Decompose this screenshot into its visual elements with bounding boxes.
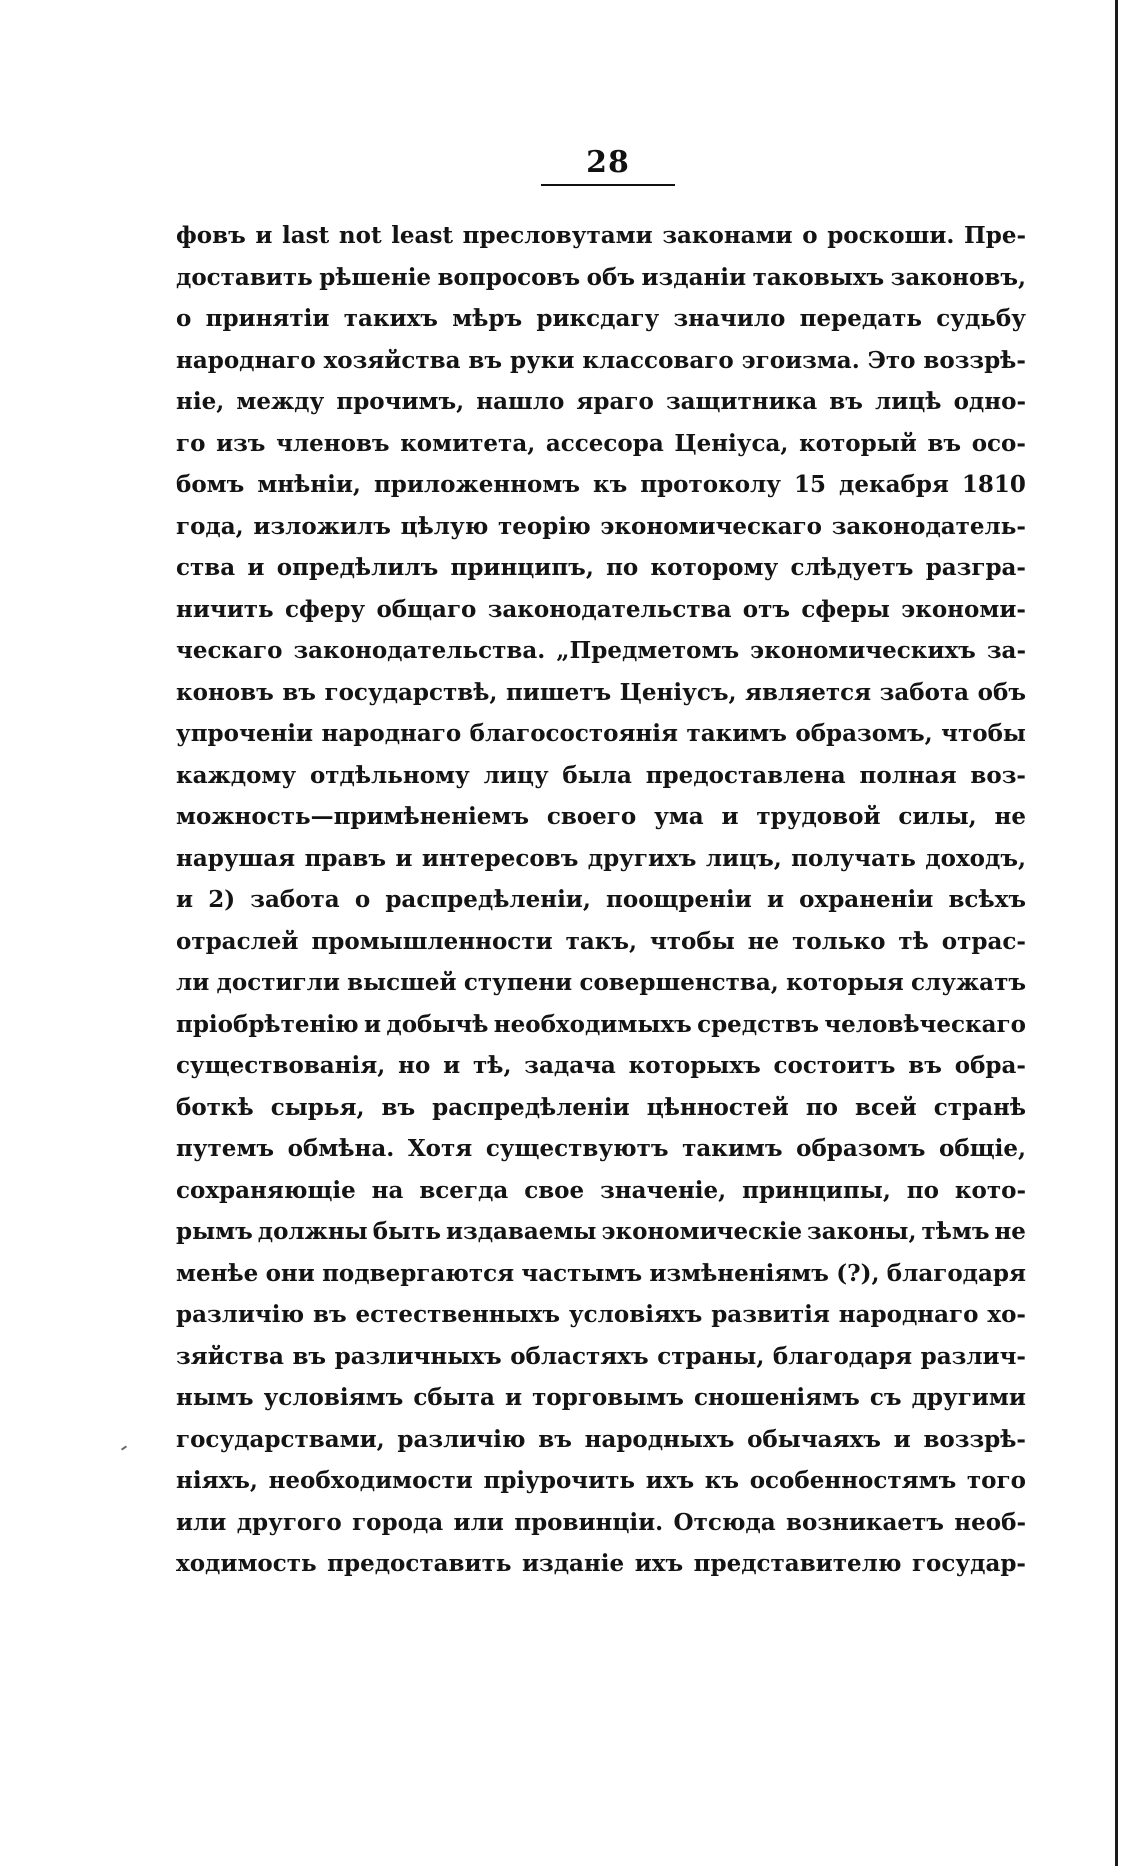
text-word: государствами,: [176, 1425, 385, 1453]
text-word: и: [504, 1384, 523, 1411]
text-word: not: [338, 222, 382, 249]
text-word: прочимъ,: [336, 388, 465, 415]
text-word: тѣ,: [473, 1052, 512, 1079]
text-word: необ-: [954, 1508, 1026, 1536]
text-word: ихъ: [645, 1467, 695, 1494]
text-word: въ: [313, 1301, 347, 1328]
text-word: руки: [509, 346, 575, 374]
text-word: интересовъ: [421, 844, 579, 872]
text-word: не: [747, 927, 780, 955]
text-word: народнаго: [838, 1301, 979, 1328]
text-word: эгоизма.: [741, 346, 860, 374]
text-word: средствъ: [697, 1010, 820, 1038]
text-word: къ: [704, 1467, 740, 1494]
text-word: таковыхъ: [752, 263, 885, 291]
text-word: принципы,: [742, 1176, 891, 1204]
text-word: цѣнностей: [646, 1093, 789, 1121]
text-word: воз-: [970, 761, 1026, 789]
text-word: изъ: [216, 429, 266, 457]
text-word: изданіе: [521, 1550, 625, 1577]
text-word: принятіи: [205, 305, 330, 332]
text-word: обмѣна.: [287, 1135, 395, 1162]
text-word: сбыта: [413, 1384, 495, 1411]
text-word: сношеніямъ: [694, 1384, 860, 1411]
text-word: по: [805, 1093, 839, 1121]
text-word: и: [443, 1052, 461, 1079]
text-word: нымъ: [176, 1384, 254, 1411]
text-word: можность—примѣненіемъ: [176, 803, 530, 830]
text-line: [176, 879, 1026, 921]
text-word: тѣмъ: [921, 1218, 990, 1245]
text-word: защитника: [665, 388, 818, 415]
text-word: образомъ: [796, 1135, 926, 1162]
text-word: законовъ,: [890, 263, 1026, 291]
text-word: Пре-: [964, 222, 1026, 249]
text-word: быть: [372, 1218, 441, 1245]
text-word: чтобы: [941, 720, 1026, 747]
text-word: человѣческаго: [824, 1010, 1026, 1038]
text-word: зяйства: [176, 1342, 284, 1370]
text-word: состоитъ: [773, 1052, 896, 1079]
text-word: такихъ: [343, 305, 438, 332]
text-word: принципъ,: [450, 554, 594, 581]
text-word: законодатель-: [831, 512, 1026, 540]
text-word: предоставлена: [645, 761, 846, 789]
text-line: [176, 962, 1026, 1004]
text-word: получать: [791, 844, 916, 872]
text-word: въ: [292, 1342, 327, 1370]
text-word: сырья,: [270, 1093, 365, 1121]
text-word: предоставить: [327, 1550, 512, 1577]
text-word: передать: [799, 305, 922, 332]
text-word: нарушая: [176, 844, 296, 872]
text-word: ходимость: [176, 1550, 317, 1577]
text-word: пресловутами: [462, 222, 653, 249]
text-line: [176, 755, 1026, 797]
text-word: „Предметомъ: [556, 637, 740, 664]
text-word: законодательства.: [293, 637, 546, 664]
text-line: [176, 1502, 1026, 1544]
text-word: слѣдуетъ: [790, 554, 914, 581]
text-word: лицѣ: [875, 388, 942, 415]
text-word: задача: [524, 1052, 616, 1079]
text-word: 2): [208, 886, 236, 913]
text-word: доходъ,: [925, 844, 1026, 872]
text-line: [176, 1377, 1026, 1419]
text-line: [176, 547, 1026, 589]
text-word: членовъ: [276, 429, 390, 457]
text-word: совершенства,: [579, 969, 779, 996]
text-word: народнаго: [321, 720, 462, 747]
text-word: свое: [524, 1176, 585, 1204]
text-line: [176, 1253, 1026, 1295]
text-word: мѣръ: [452, 305, 523, 332]
text-word: года,: [176, 512, 244, 540]
text-word: воззрѣ-: [923, 346, 1026, 374]
text-word: Ценіуса,: [674, 429, 789, 457]
text-line: [176, 1087, 1026, 1129]
text-word: и: [893, 1425, 911, 1453]
text-word: и: [255, 222, 273, 249]
text-word: о: [802, 222, 818, 249]
text-word: объ: [977, 678, 1026, 706]
text-word: по: [906, 1176, 939, 1204]
text-word: сферы: [801, 595, 890, 623]
text-word: поощреніи: [606, 886, 752, 913]
text-word: менѣе: [176, 1259, 259, 1287]
text-word: по: [606, 554, 639, 581]
text-word: которому: [650, 554, 779, 581]
text-word: упроченіи: [176, 720, 314, 747]
text-line: [176, 381, 1026, 423]
text-word: роскоши.: [827, 222, 955, 249]
text-word: декабря: [839, 471, 949, 498]
text-word: торговымъ: [532, 1384, 684, 1411]
text-word: частымъ: [521, 1259, 643, 1287]
text-word: сферу: [284, 595, 366, 623]
text-word: классоваго: [582, 346, 734, 374]
text-word: и: [363, 1010, 382, 1038]
text-word: фовъ: [176, 222, 246, 249]
text-word: мнѣніи,: [257, 471, 361, 498]
text-word: издаваемы: [445, 1218, 597, 1245]
text-word: одно-: [953, 388, 1026, 415]
text-word: въ: [538, 1425, 572, 1453]
text-word: риксдагу: [536, 305, 660, 332]
text-word: другого: [236, 1508, 342, 1536]
text-word: въ: [381, 1093, 416, 1121]
text-word: законодательства: [487, 595, 732, 623]
text-word: отрас-: [941, 927, 1026, 955]
text-word: рымъ: [176, 1218, 253, 1245]
text-word: рѣшеніе: [319, 263, 432, 291]
text-word: промышленности: [311, 927, 553, 955]
text-word: лицъ,: [705, 844, 782, 872]
text-line: [176, 257, 1026, 299]
text-word: разгра-: [925, 554, 1026, 581]
text-word: съ: [869, 1384, 902, 1411]
text-word: ческаго: [176, 637, 283, 664]
text-word: (?),: [836, 1259, 880, 1287]
text-word: въ: [908, 1052, 942, 1079]
text-word: забота: [250, 886, 340, 913]
text-word: least: [391, 222, 454, 249]
text-word: распредѣленіи,: [385, 886, 591, 913]
text-word: такимъ: [686, 720, 787, 747]
text-word: пишетъ: [505, 678, 612, 706]
text-word: существованія,: [176, 1052, 386, 1079]
text-word: провинціи.: [514, 1508, 664, 1536]
text-word: служатъ: [911, 969, 1026, 996]
text-word: Ценіусъ,: [619, 678, 737, 706]
text-word: ли: [176, 969, 210, 996]
text-word: доставить: [176, 263, 313, 291]
text-word: другихъ: [587, 844, 697, 872]
text-word: ассесора: [545, 429, 664, 457]
text-word: ихъ: [634, 1550, 684, 1577]
text-word: объ: [586, 263, 635, 291]
text-word: представителю: [693, 1550, 902, 1577]
text-word: экономическихъ: [750, 637, 976, 664]
text-word: между: [236, 388, 325, 415]
text-word: измѣненіямъ: [649, 1259, 829, 1287]
text-word: въ: [282, 678, 316, 706]
text-line: [176, 1170, 1026, 1212]
text-word: всегда: [419, 1176, 509, 1204]
text-line: [176, 630, 1026, 672]
text-word: законами: [662, 222, 793, 249]
text-word: естественныхъ: [355, 1301, 561, 1328]
text-word: сохраняющіе: [176, 1176, 356, 1204]
text-word: тѣ: [898, 927, 929, 955]
text-word: отдѣльному: [309, 761, 470, 789]
text-word: которыхъ: [628, 1052, 761, 1079]
text-word: всей: [855, 1093, 917, 1121]
text-word: опредѣлилъ: [276, 554, 439, 581]
text-word: судьбу: [936, 305, 1026, 332]
text-word: лицу: [483, 761, 549, 789]
text-line: [176, 1004, 1026, 1046]
text-word: народныхъ: [584, 1425, 735, 1453]
text-word: такъ,: [565, 927, 637, 955]
text-word: экономи-: [901, 595, 1026, 623]
text-word: народнаго: [176, 346, 316, 374]
page-edge-line: [1115, 0, 1118, 1866]
text-word: охраненіи: [799, 886, 934, 913]
text-line: [176, 1294, 1026, 1336]
text-word: каждому: [176, 761, 297, 789]
text-word: комитета,: [400, 429, 536, 457]
text-word: своего: [546, 803, 637, 830]
text-word: на: [371, 1176, 404, 1204]
body-text: [176, 215, 1026, 1585]
text-word: изложилъ: [253, 512, 391, 540]
text-word: хозяйства: [323, 346, 461, 374]
text-word: значило: [673, 305, 786, 332]
text-word: last: [282, 222, 330, 249]
text-word: пріобрѣтенію: [176, 1010, 359, 1038]
page-number: 28: [586, 145, 630, 180]
text-word: ніяхъ,: [176, 1467, 258, 1494]
text-word: который: [799, 429, 917, 457]
text-line: [176, 921, 1026, 963]
text-word: къ: [592, 471, 628, 498]
text-word: осо-: [971, 429, 1026, 457]
text-word: чтобы: [649, 927, 735, 955]
text-line: [176, 1045, 1026, 1087]
text-word: о: [176, 305, 192, 332]
text-word: государ-: [911, 1550, 1026, 1577]
text-line: [176, 796, 1026, 838]
text-word: протоколу: [640, 471, 781, 498]
text-word: забота: [879, 678, 970, 706]
text-word: экономическаго: [600, 512, 822, 540]
text-word: и: [721, 803, 739, 830]
text-word: законы,: [807, 1218, 917, 1245]
text-word: 1810: [961, 471, 1026, 498]
text-word: страны,: [657, 1342, 765, 1370]
page-number-rule: [541, 184, 675, 186]
text-word: ступени: [463, 969, 573, 996]
text-line: [176, 672, 1026, 714]
text-line: [176, 464, 1026, 506]
text-word: и: [176, 886, 194, 913]
text-word: только: [792, 927, 886, 955]
text-word: странѣ: [933, 1093, 1026, 1121]
text-word: и: [766, 886, 784, 913]
text-line: [176, 1336, 1026, 1378]
text-line: [176, 838, 1026, 880]
text-word: ніе,: [176, 388, 225, 415]
text-word: отъ: [742, 595, 791, 623]
text-word: различ-: [920, 1342, 1026, 1370]
text-word: воззрѣ-: [923, 1425, 1026, 1453]
text-word: трудовой: [756, 803, 881, 830]
text-word: ничить: [176, 595, 274, 623]
text-word: или: [176, 1508, 227, 1536]
text-word: въ: [927, 429, 962, 457]
text-word: пріурочить: [483, 1467, 636, 1494]
text-word: высшей: [347, 969, 457, 996]
text-word: правъ: [304, 844, 387, 872]
text-word: экономическіе: [601, 1218, 803, 1245]
text-word: того: [966, 1467, 1026, 1494]
text-word: всѣхъ: [948, 886, 1026, 913]
text-word: изданіи: [641, 263, 747, 291]
text-line: [176, 215, 1026, 257]
text-word: благодаря: [886, 1259, 1026, 1287]
text-word: другими: [911, 1384, 1026, 1411]
text-word: достигли: [216, 969, 340, 996]
text-word: необходимыхъ: [493, 1010, 692, 1038]
text-word: общіе,: [939, 1135, 1026, 1162]
text-word: особенностямъ: [749, 1467, 957, 1494]
text-word: нашло: [476, 388, 565, 415]
text-word: образомъ,: [795, 720, 933, 747]
text-word: не: [994, 1218, 1026, 1245]
text-word: въ: [468, 346, 503, 374]
text-word: и: [247, 554, 265, 581]
text-word: 15: [793, 471, 826, 498]
text-word: не: [994, 803, 1026, 830]
text-word: силы,: [898, 803, 977, 830]
text-word: такимъ: [682, 1135, 783, 1162]
text-word: отраслей: [176, 927, 299, 955]
text-word: существуютъ: [485, 1135, 669, 1162]
text-line: [176, 506, 1026, 548]
text-word: но: [398, 1052, 431, 1079]
text-word: теорію: [498, 512, 591, 540]
text-line: [176, 1543, 1026, 1585]
text-line: [176, 423, 1026, 465]
text-word: необходимости: [268, 1467, 473, 1494]
text-word: возникаетъ: [786, 1508, 944, 1536]
text-word: развитія: [711, 1301, 830, 1328]
text-word: боткѣ: [176, 1093, 254, 1121]
text-word: бомъ: [176, 471, 245, 498]
text-line: [176, 1128, 1026, 1170]
text-word: путемъ: [176, 1135, 275, 1162]
text-word: или: [453, 1508, 504, 1536]
text-line: [176, 1460, 1026, 1502]
text-word: общаго: [376, 595, 477, 623]
text-word: обычаяхъ: [747, 1425, 881, 1453]
text-word: коновъ: [176, 678, 274, 706]
text-word: условіяхъ: [568, 1301, 703, 1328]
text-word: различію: [176, 1301, 305, 1328]
text-word: распредѣленіи: [432, 1093, 630, 1121]
text-line: [176, 1419, 1026, 1461]
text-word: значеніе,: [600, 1176, 727, 1204]
text-word: обра-: [954, 1052, 1026, 1079]
text-word: различію: [397, 1425, 526, 1453]
text-word: различныхъ: [334, 1342, 502, 1370]
text-word: въ: [829, 388, 863, 415]
text-word: Отсюда: [673, 1508, 776, 1536]
text-word: должны: [257, 1218, 368, 1245]
text-word: Хотя: [407, 1135, 473, 1162]
text-line: [176, 713, 1026, 755]
text-word: условіямъ: [263, 1384, 404, 1411]
text-word: благодаря: [772, 1342, 913, 1370]
text-line: [176, 298, 1026, 340]
text-word: кото-: [954, 1176, 1026, 1204]
text-word: цѣлую: [400, 512, 489, 540]
text-word: Это: [867, 346, 916, 374]
text-line: [176, 340, 1026, 382]
text-line: [176, 589, 1026, 631]
text-word: областяхъ: [510, 1342, 649, 1370]
text-word: ума: [654, 803, 704, 830]
text-word: подвергаются: [322, 1259, 515, 1287]
text-word: ства: [176, 554, 236, 581]
text-word: благосостоянія: [469, 720, 679, 747]
text-word: приложенномъ: [373, 471, 580, 498]
text-word: города: [352, 1508, 444, 1536]
text-word: добычѣ: [386, 1010, 489, 1038]
text-word: о: [354, 886, 371, 913]
text-word: является: [745, 678, 872, 706]
text-word: го: [176, 429, 206, 457]
text-line: [176, 1211, 1026, 1253]
text-word: которыя: [786, 969, 904, 996]
text-word: вопросовъ: [437, 263, 581, 291]
text-word: хо-: [987, 1301, 1026, 1328]
text-word: они: [265, 1259, 315, 1287]
text-word: была: [562, 761, 632, 789]
text-word: яраго: [576, 388, 654, 415]
text-word: и: [395, 844, 413, 872]
text-word: полная: [859, 761, 957, 789]
text-word: за-: [986, 637, 1026, 664]
text-word: государствѣ,: [324, 678, 498, 706]
margin-mark: [121, 1445, 127, 1450]
